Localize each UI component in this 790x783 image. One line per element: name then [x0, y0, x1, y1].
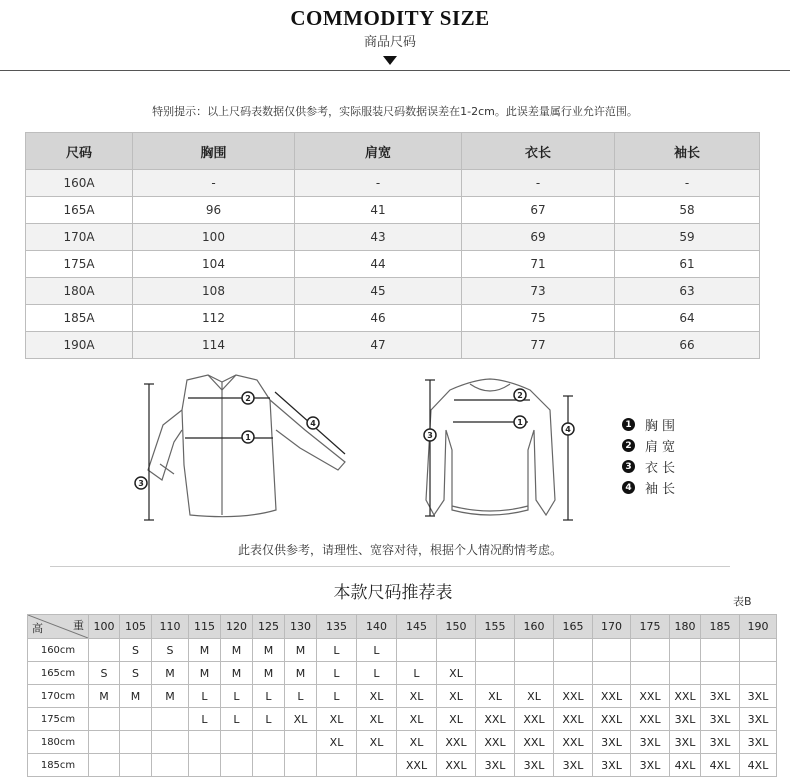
header-divider — [0, 70, 790, 71]
header-sleeve: 袖长 — [615, 133, 760, 170]
page-title: COMMODITY SIZE — [290, 6, 490, 30]
recommend-cell: 3XL — [554, 754, 593, 777]
garment-diagram — [130, 370, 590, 530]
recommend-cell — [120, 754, 152, 777]
size-table-cell: 47 — [295, 332, 462, 359]
height-row — [28, 731, 777, 754]
size-table-cell: 108 — [133, 278, 295, 305]
recommend-cell: XL — [437, 662, 476, 685]
recommend-cell: M — [253, 639, 285, 662]
recommend-cell: M — [189, 639, 221, 662]
sweater-illustration — [426, 379, 555, 515]
size-table-row — [26, 224, 760, 251]
recommend-cell: XL — [437, 685, 476, 708]
weight-header-cell: 175 — [631, 615, 670, 639]
height-row — [28, 662, 777, 685]
header-chest: 胸围 — [133, 133, 295, 170]
recommend-cell — [120, 731, 152, 754]
recommend-cell: 4XL — [701, 754, 740, 777]
recommend-cell: 3XL — [631, 754, 670, 777]
recommend-cell: L — [357, 662, 397, 685]
size-table-cell: 160A — [26, 170, 133, 197]
recommend-cell — [740, 662, 777, 685]
recommend-cell — [189, 754, 221, 777]
recommend-cell: XXL — [437, 731, 476, 754]
size-table-header-row — [26, 133, 760, 170]
legend-label: 肩宽 — [645, 440, 680, 455]
recommend-cell: XL — [397, 731, 437, 754]
recommend-cell: 3XL — [701, 708, 740, 731]
size-table-row — [26, 170, 760, 197]
height-label: 170cm — [28, 685, 89, 708]
recommend-cell: XXL — [515, 731, 554, 754]
weight-header-cell: 185 — [701, 615, 740, 639]
legend-label: 衣长 — [645, 461, 680, 476]
recommend-cell — [670, 639, 701, 662]
size-table-cell: 77 — [462, 332, 615, 359]
weight-header-cell: 180 — [670, 615, 701, 639]
recommend-cell — [670, 662, 701, 685]
marker-3-sweater — [424, 429, 436, 441]
recommend-cell — [515, 639, 554, 662]
size-table-cell: 41 — [295, 197, 462, 224]
recommend-cell: S — [152, 639, 189, 662]
size-table-cell: 96 — [133, 197, 295, 224]
recommend-cell: 3XL — [593, 731, 631, 754]
recommend-cell — [357, 754, 397, 777]
weight-header-cell: 160 — [515, 615, 554, 639]
legend-item-shoulder — [622, 435, 679, 456]
recommend-cell: M — [120, 685, 152, 708]
size-table-row — [26, 251, 760, 278]
size-table-cell: 71 — [462, 251, 615, 278]
recommend-cell: XL — [357, 731, 397, 754]
recommend-cell — [285, 754, 317, 777]
corner-weight-label: 重 — [73, 619, 84, 632]
corner-height-label: 高 — [32, 622, 43, 635]
recommend-cell: 3XL — [670, 731, 701, 754]
measure-markers — [135, 389, 574, 489]
legend-item-sleeve — [622, 477, 679, 498]
recommend-cell: L — [253, 685, 285, 708]
marker-3-shirt — [135, 477, 147, 489]
recommend-cell: S — [89, 662, 120, 685]
weight-header-cell: 130 — [285, 615, 317, 639]
height-label: 185cm — [28, 754, 89, 777]
recommend-cell — [437, 639, 476, 662]
recommend-cell: XXL — [515, 708, 554, 731]
recommend-cell — [89, 731, 120, 754]
size-table-cell: 165A — [26, 197, 133, 224]
svg-text:4: 4 — [310, 419, 316, 428]
recommend-cell: XL — [357, 708, 397, 731]
size-table-cell: 44 — [295, 251, 462, 278]
recommend-cell: XXL — [397, 754, 437, 777]
recommend-cell — [740, 639, 777, 662]
number-3-icon: 3 — [622, 460, 635, 473]
weight-header-cell: 170 — [593, 615, 631, 639]
size-table-cell: 185A — [26, 305, 133, 332]
weight-header-cell: 100 — [89, 615, 120, 639]
recommend-cell: 3XL — [476, 754, 515, 777]
recommend-cell — [701, 662, 740, 685]
recommend-cell: XXL — [476, 731, 515, 754]
size-table-cell: 59 — [615, 224, 760, 251]
size-table-cell: 180A — [26, 278, 133, 305]
marker-2-shirt — [242, 392, 254, 404]
recommend-cell: L — [221, 708, 253, 731]
recommend-cell: 3XL — [740, 731, 777, 754]
number-1-icon: 1 — [622, 418, 635, 431]
recommend-cell: XL — [317, 708, 357, 731]
height-row — [28, 639, 777, 662]
recommend-cell — [89, 708, 120, 731]
recommend-cell — [152, 754, 189, 777]
size-table-cell: 58 — [615, 197, 760, 224]
recommend-cell — [515, 662, 554, 685]
recommend-cell: 3XL — [631, 731, 670, 754]
svg-text:1: 1 — [517, 418, 523, 427]
height-weight-corner — [28, 615, 89, 639]
size-table-row — [26, 278, 760, 305]
size-table-cell: 69 — [462, 224, 615, 251]
recommend-cell: 3XL — [740, 708, 777, 731]
down-arrow-icon — [383, 56, 397, 65]
recommend-cell: 3XL — [740, 685, 777, 708]
recommend-cell: 3XL — [701, 685, 740, 708]
measurement-legend — [622, 414, 679, 498]
reference-note: 此表仅供参考，请理性、宽容对待，根据个人情况酌情考虑。 — [237, 543, 562, 557]
recommend-cell: M — [152, 662, 189, 685]
recommend-cell: XXL — [631, 685, 670, 708]
recommend-cell: M — [285, 639, 317, 662]
recommend-cell: S — [120, 662, 152, 685]
recommend-cell: XL — [397, 685, 437, 708]
table-b-label: 表B — [733, 595, 752, 608]
size-table-cell: 43 — [295, 224, 462, 251]
legend-item-chest — [622, 414, 679, 435]
recommend-cell — [89, 754, 120, 777]
recommend-cell: M — [221, 639, 253, 662]
recommend-cell — [476, 639, 515, 662]
legend-label: 胸围 — [645, 419, 680, 434]
recommend-cell: L — [317, 662, 357, 685]
recommend-cell: M — [89, 685, 120, 708]
size-table-row — [26, 197, 760, 224]
weight-header-cell: 140 — [357, 615, 397, 639]
weight-header-cell: 110 — [152, 615, 189, 639]
recommend-cell — [120, 708, 152, 731]
svg-text:2: 2 — [517, 391, 523, 400]
recommend-cell — [253, 731, 285, 754]
header-length: 衣长 — [462, 133, 615, 170]
weight-header-cell: 105 — [120, 615, 152, 639]
marker-1-sweater — [514, 416, 526, 428]
recommend-cell: L — [221, 685, 253, 708]
size-table-cell: 63 — [615, 278, 760, 305]
marker-4-shirt — [307, 417, 319, 429]
recommend-cell: L — [285, 685, 317, 708]
number-4-icon: 4 — [622, 481, 635, 494]
legend-label: 袖长 — [645, 482, 680, 497]
recommend-cell — [89, 639, 120, 662]
recommend-cell: XXL — [554, 708, 593, 731]
weight-header-cell: 190 — [740, 615, 777, 639]
recommend-cell: XXL — [476, 708, 515, 731]
size-table-cell: 104 — [133, 251, 295, 278]
height-row — [28, 708, 777, 731]
recommend-title: 本款尺码推荐表 — [333, 583, 453, 603]
recommend-cell: XXL — [593, 685, 631, 708]
size-table-cell: 73 — [462, 278, 615, 305]
size-table — [25, 132, 760, 359]
header-size: 尺码 — [26, 133, 133, 170]
recommend-cell: XXL — [631, 708, 670, 731]
recommend-cell — [253, 754, 285, 777]
recommend-cell: XXL — [554, 731, 593, 754]
recommend-table — [27, 614, 777, 777]
size-table-body — [26, 170, 760, 359]
section-divider — [50, 566, 730, 567]
size-table-cell: 114 — [133, 332, 295, 359]
size-table-cell: - — [615, 170, 760, 197]
recommend-cell: 3XL — [515, 754, 554, 777]
size-table-cell: 61 — [615, 251, 760, 278]
size-table-cell: 112 — [133, 305, 295, 332]
recommend-cell: 3XL — [593, 754, 631, 777]
size-table-cell: - — [295, 170, 462, 197]
recommend-cell — [189, 731, 221, 754]
size-table-cell: - — [133, 170, 295, 197]
svg-text:3: 3 — [138, 479, 144, 488]
marker-1-shirt — [242, 431, 254, 443]
height-label: 180cm — [28, 731, 89, 754]
size-table-cell: - — [462, 170, 615, 197]
recommend-cell — [593, 662, 631, 685]
size-table-cell: 66 — [615, 332, 760, 359]
weight-header-row — [28, 615, 777, 639]
recommend-cell — [221, 731, 253, 754]
size-table-row — [26, 305, 760, 332]
marker-4-sweater — [562, 423, 574, 435]
recommend-cell — [631, 662, 670, 685]
recommend-cell — [285, 731, 317, 754]
recommend-cell — [152, 708, 189, 731]
recommend-cell: 4XL — [670, 754, 701, 777]
height-row — [28, 685, 777, 708]
svg-text:1: 1 — [245, 433, 251, 442]
recommend-cell — [554, 662, 593, 685]
recommend-cell: L — [317, 639, 357, 662]
header-shoulder: 肩宽 — [295, 133, 462, 170]
size-table-cell: 175A — [26, 251, 133, 278]
weight-header-cell: 165 — [554, 615, 593, 639]
recommend-cell — [397, 639, 437, 662]
recommend-cell: 3XL — [670, 708, 701, 731]
recommend-cell: 4XL — [740, 754, 777, 777]
recommend-cell — [476, 662, 515, 685]
recommend-cell: XL — [476, 685, 515, 708]
weight-header-cell: 125 — [253, 615, 285, 639]
recommend-cell: L — [317, 685, 357, 708]
size-table-cell: 100 — [133, 224, 295, 251]
weight-header-cell: 120 — [221, 615, 253, 639]
recommend-cell: S — [120, 639, 152, 662]
height-row — [28, 754, 777, 777]
size-table-cell: 170A — [26, 224, 133, 251]
page-subtitle: 商品尺码 — [363, 35, 416, 50]
recommend-cell: XL — [397, 708, 437, 731]
number-2-icon: 2 — [622, 439, 635, 452]
weight-header-cell: 155 — [476, 615, 515, 639]
marker-2-sweater — [514, 389, 526, 401]
recommend-cell — [221, 754, 253, 777]
svg-text:4: 4 — [565, 425, 571, 434]
size-table-cell: 46 — [295, 305, 462, 332]
recommend-cell: XL — [357, 685, 397, 708]
weight-header-cell: 145 — [397, 615, 437, 639]
weight-header-cell: 135 — [317, 615, 357, 639]
recommend-cell: M — [253, 662, 285, 685]
size-table-row — [26, 332, 760, 359]
recommend-cell — [593, 639, 631, 662]
size-table-cell: 45 — [295, 278, 462, 305]
recommend-cell: M — [189, 662, 221, 685]
svg-text:2: 2 — [245, 394, 251, 403]
recommend-cell: L — [189, 685, 221, 708]
svg-text:3: 3 — [427, 431, 433, 440]
recommend-table-body — [28, 615, 777, 777]
recommend-cell: M — [152, 685, 189, 708]
recommend-cell: L — [357, 639, 397, 662]
recommend-cell: M — [285, 662, 317, 685]
size-table-cell: 67 — [462, 197, 615, 224]
size-table-cell: 75 — [462, 305, 615, 332]
recommend-cell: XL — [317, 731, 357, 754]
height-label: 160cm — [28, 639, 89, 662]
recommend-cell — [554, 639, 593, 662]
recommend-cell — [631, 639, 670, 662]
recommend-cell: 3XL — [701, 731, 740, 754]
recommend-cell — [701, 639, 740, 662]
recommend-cell: L — [253, 708, 285, 731]
recommend-cell: XL — [437, 708, 476, 731]
recommend-cell: L — [397, 662, 437, 685]
recommend-cell: M — [221, 662, 253, 685]
recommend-cell: XXL — [670, 685, 701, 708]
height-label: 175cm — [28, 708, 89, 731]
weight-header-cell: 150 — [437, 615, 476, 639]
recommend-cell: XXL — [437, 754, 476, 777]
recommend-cell: XXL — [593, 708, 631, 731]
size-table-cell: 190A — [26, 332, 133, 359]
size-table-cell: 64 — [615, 305, 760, 332]
recommend-cell — [152, 731, 189, 754]
weight-header-cell: 115 — [189, 615, 221, 639]
height-label: 165cm — [28, 662, 89, 685]
recommend-cell: XXL — [554, 685, 593, 708]
size-notice: 特别提示：以上尺码表数据仅供参考，实际服装尺码数据误差在1-2cm。此误差量属行业允许范围。 — [152, 105, 638, 118]
measure-lines — [144, 380, 573, 520]
recommend-cell: L — [189, 708, 221, 731]
recommend-cell: XL — [515, 685, 554, 708]
legend-item-length — [622, 456, 679, 477]
recommend-cell: XL — [285, 708, 317, 731]
recommend-cell — [317, 754, 357, 777]
